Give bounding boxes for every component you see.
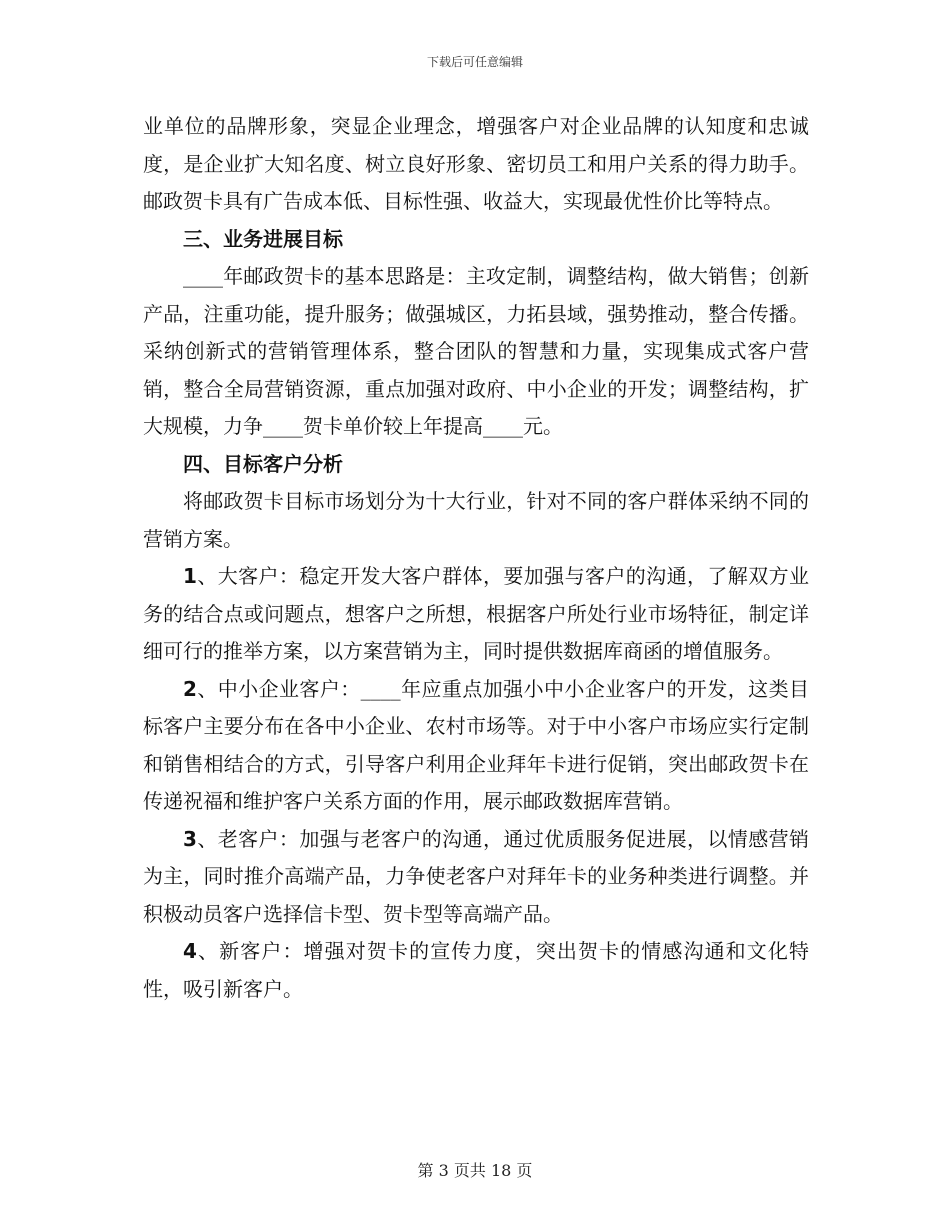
list-item-number: 3 bbox=[183, 826, 197, 851]
list-item-text: 、中小企业客户：____年应重点加强小中小企业客户的开发，这类目标客户主要分布在各中小企业、农村市场等。对于中小客户市场应实行定制和销售相结合的方式，引导客户利用企业拜年卡进行促销，突出邮政贺卡在传递祝福和维护客户关系方面的作用，展示邮政数据库营销。 bbox=[143, 676, 809, 813]
header-note: 下载后可任意编辑 bbox=[426, 55, 523, 69]
list-item-major-clients bbox=[143, 558, 809, 671]
section-heading-4: 四、目标客户分析 bbox=[183, 451, 343, 476]
list-item-text: 、大客户：稳定开发大客户群体，要加强与客户的沟通，了解双方业务的结合点或问题点，想客户之所想，根据客户所处行业市场特征，制定详细可行的推举方案，以方案营销为主，同时提供数据库商函的增值服务。 bbox=[143, 564, 809, 663]
list-item-new-clients bbox=[143, 933, 809, 1008]
list-item-number: 4 bbox=[183, 939, 197, 963]
paragraph-business-goals: ____年邮政贺卡的基本思路是：主攻定制，调整结构，做大销售；创新产品，注重功能，提升服务；做强城区，力拓县域，强势推动，整合传播。采纳创新式的营销管理体系，整合团队的智慧和力量，实现集成式客户营销，整合全局营销资源，重点加强对政府、中小企业的开发；调整结构，扩大规模，力争____贺卡单价较上年提高____元。 bbox=[143, 264, 809, 438]
page-number-footer: 第 3 页共 18 页 bbox=[417, 1161, 533, 1180]
list-item-text: 、新客户：增强对贺卡的宣传力度，突出贺卡的情感沟通和文化特性，吸引新客户。 bbox=[143, 939, 809, 1001]
document-body bbox=[143, 108, 809, 1008]
list-item-number: 2 bbox=[183, 676, 197, 701]
paragraph-continuation: 业单位的品牌形象，突显企业理念，增强客户对企业品牌的认知度和忠诚度，是企业扩大知名度、树立良好形象、密切员工和用户关系的得力助手。邮政贺卡具有广告成本低、目标性强、收益大，实现最优性价比等特点。 bbox=[143, 114, 809, 213]
list-item-text: 、老客户：加强与老客户的沟通，通过优质服务促进展，以情感营销为主，同时推介高端产品，力争使老客户对拜年卡的业务种类进行调整。并积极动员客户选择信卡型、贺卡型等高端产品。 bbox=[143, 826, 809, 926]
list-item-sme-clients bbox=[143, 671, 809, 821]
list-item-old-clients bbox=[143, 821, 809, 934]
list-item-number: 1 bbox=[183, 564, 197, 588]
paragraph-target-market: 将邮政贺卡目标市场划分为十大行业，针对不同的客户群体采纳不同的营销方案。 bbox=[143, 489, 809, 551]
section-heading-3: 三、业务进展目标 bbox=[183, 226, 343, 251]
